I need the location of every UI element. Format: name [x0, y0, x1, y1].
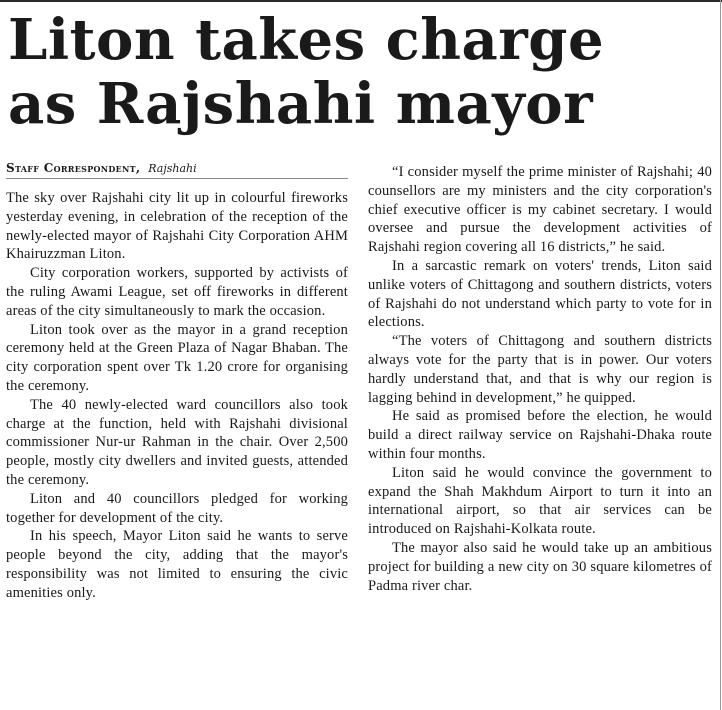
paragraph: The mayor also said he would take up an ambitious project for building a new city on 30 square kilometres of Padma river char.: [368, 539, 712, 594]
headline-line-2: as Rajshahi mayor: [8, 71, 594, 137]
headline-line-1: Liton takes charge: [8, 7, 605, 73]
paragraph: “I consider myself the prime minister of Rajshahi; 40 counsellors are my ministers and the city corporation's chief executive officer is my cabinet secretary. I would oversee and pursue the development activities of Rajshahi region covering all 16 districts,” he said.: [368, 164, 712, 256]
paragraph: City corporation workers, supported by activists of the ruling Awami League, set off fireworks in different areas of the city simultaneously to mark the occasion.: [6, 265, 348, 319]
right-column: [368, 163, 712, 595]
right-rule: [720, 0, 721, 710]
paragraph: The sky over Rajshahi city lit up in colourful fireworks yesterday evening, in celebration of the reception of the newly-elected mayor of Rajshahi City Corporation AHM Khairuzzman Liton.: [6, 190, 348, 263]
paragraph: Liton took over as the mayor in a grand reception ceremony held at the Green Plaza of Nagar Bhaban. The city corporation spent over Tk 1.20 crore for organising the ceremony.: [6, 321, 348, 394]
paragraph: In a sarcastic remark on voters' trends, Liton said unlike voters of Chittagong and southern districts, voters of Rajshahi do not understand which party to vote for in elections.: [368, 257, 712, 331]
headline: [8, 8, 708, 136]
paragraph: The 40 newly-elected ward councillors also took charge at the function, held with Rajshahi divisional commissioner Nur-ur Rahman in the chair. Over 2,500 people, mostly city dwellers and invited guests, attended the ceremony.: [6, 396, 348, 488]
byline-place: Rajshahi: [148, 162, 197, 175]
paragraph: Liton said he would convince the government to expand the Shah Makhdum Airport to turn it into an international airport, so that air services can be introduced on Rajshahi-Kolkata route.: [368, 464, 712, 538]
paragraph: Liton and 40 councillors pledged for working together for development of the city.: [6, 490, 348, 526]
byline-author: Staff Correspondent,: [6, 161, 141, 175]
paragraph: He said as promised before the election, he would build a direct railway service on Rajshahi-Dhaka route within four months.: [368, 408, 712, 462]
byline: [6, 160, 348, 179]
top-rule: [0, 0, 722, 2]
paragraph: “The voters of Chittagong and southern districts always vote for the party that is in power. Our voters hardly understand that, and that is why our region is lagging behind in development,” he quipped.: [368, 333, 712, 406]
paragraph: In his speech, Mayor Liton said he wants to serve people beyond the city, adding that the mayor's responsibility was not limited to ensuring the civic amenities only.: [6, 528, 348, 601]
left-column: [6, 160, 348, 603]
